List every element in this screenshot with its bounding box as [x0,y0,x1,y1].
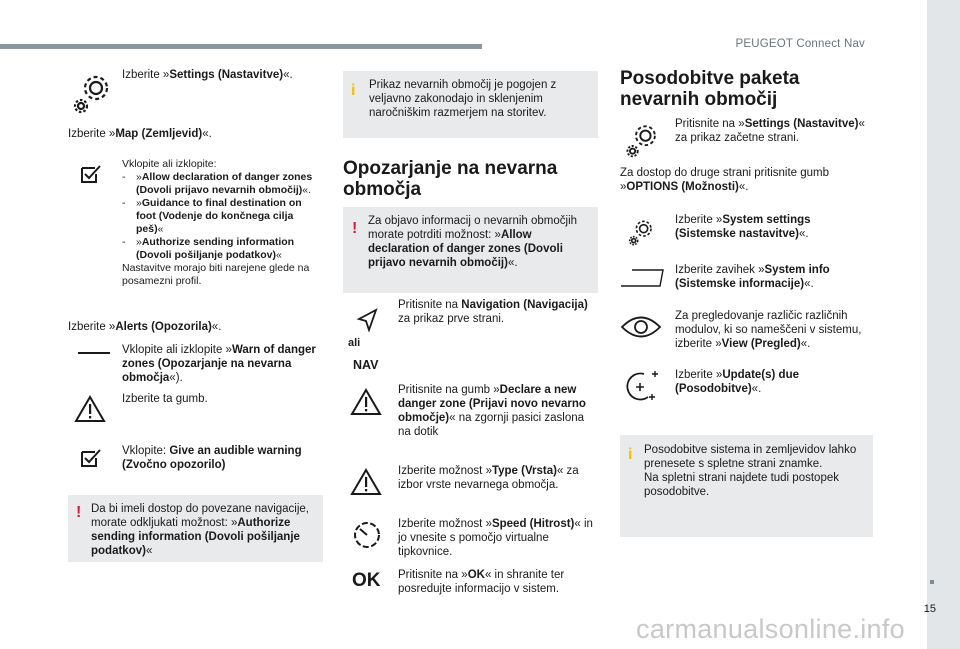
step-select-alerts: Izberite »Alerts (Opozorila)«. [68,321,222,333]
eye-icon [620,314,662,340]
step-press-settings: Pritisnite na »Settings (Nastavitve)« za prikaz začetne strani. [675,118,865,144]
or-label: ali [348,337,361,349]
warning-mark-icon: ! [352,220,358,237]
info-note-text: Posodobitve sistema in zemljevidov lahko prenesete s spletne strani znamke. Na spletni strani najdete tudi postopek posodobitve. [644,444,857,498]
info-note-box [620,435,873,537]
warning-note-text: Da bi imeli dostop do povezane navigacije, morate odkljukati možnost: »Authorize sending information (Dovoli pošiljanje podatkov)« [91,503,309,557]
step-system-settings: Izberite »System settings (Sistemske nastavitve)«. [675,214,811,240]
warning-mark-icon: ! [76,504,82,521]
running-header: PEUGEOT Connect Nav [735,38,865,50]
step-audible-warning: Vklopite: Give an audible warning (Zvočno opozorilo) [122,445,302,471]
section-heading-danger-zones: Opozarjanje na nevarna območja [343,158,558,200]
warning-note-box [68,495,323,562]
step-warn-danger-zones: Vklopite ali izklopite »Warn of danger zones (Opozarjanje na nevarna območja«). [122,344,316,384]
toggle-options-block: Vklopite ali izklopite: - »Allow declaration of danger zones (Dovoli prijavo nevarnih območij)«. - »Guidance to final destination on foot (Vodenje do končnega cilja peš)« - »Authorize sending information (Dovoli pošiljanje podatkov)« Nastavitve morajo biti narejene glede na posamezni profil. [122,158,313,287]
page-side-tab [927,0,960,649]
section-heading-updates: Posodobitve paketa nevarnih območij [620,68,800,110]
step-select-map: Izberite »Map (Zemljevid)«. [68,128,212,140]
step-system-info-tab: Izberite zavihek »System info (Sistemske informacije)«. [675,264,830,290]
ok-button-label: OK [352,570,381,591]
step-press-ok: Pritisnite na »OK« in shranite ter posredujte informacijo v sistem. [398,569,565,595]
warning-note-text: Za objavo informacij o nevarnih območjih morate potrditi možnost: »Allow declaration of danger zones (Dovoli prijavo nevarnih območij)«. [368,215,578,269]
step-view-versions: Za pregledovanje različic različnih modulov, ki so nameščeni v sistemu, izberite »View (Pregled)«. [675,310,862,350]
step-press-button: Izberite ta gumb. [122,393,208,405]
warning-triangle-icon [350,388,382,416]
step-select-settings: Izberite »Settings (Nastavitve)«. [122,69,293,81]
system-settings-icon [626,218,656,246]
tab-icon [620,268,664,288]
nav-button-label: NAV [353,358,379,372]
info-note-text: Prikaz nevarnih območij je pogojen z veljavno zakonodajo in sklenjenim naročniškim razmerjem na storitev. [369,79,557,119]
warning-note-box [343,207,598,293]
update-icon [622,370,660,404]
info-mark-icon: i [351,82,356,99]
warning-triangle-icon [74,395,106,423]
page-number: 15 [923,603,936,615]
step-press-options: Za dostop do druge strani pritisnite gumb »OPTIONS (Možnosti)«. [620,167,830,193]
watermark: carmanualsonline.info [636,614,905,644]
gear-icon [624,122,660,158]
info-note-box [343,71,598,138]
checkbox-icon [80,448,102,468]
info-mark-icon: i [628,446,633,463]
gear-icon [72,72,112,114]
warning-triangle-icon [350,468,382,496]
page-marker [930,580,934,584]
speedometer-icon [352,520,382,550]
step-select-speed: Izberite možnost »Speed (Hitrost)« in jo vnesite s pomočjo virtualne tipkovnice. [398,518,593,558]
step-press-navigation: Pritisnite na Navigation (Navigacija) za prikaz prve strani. [398,299,588,325]
navigation-arrow-icon [356,308,378,332]
step-declare-zone: Pritisnite na gumb »Declare a new danger zone (Prijavi novo nevarno območje)« na zgornji pasici zaslona na dotik [398,384,586,438]
toggle-line-icon [78,352,110,354]
step-select-type: Izberite možnost »Type (Vrsta)« za izbor vrste nevarnega območja. [398,465,579,491]
step-updates-due: Izberite »Update(s) due (Posodobitve)«. [675,369,799,395]
header-accent-bar [0,44,482,49]
checkbox-icon [80,164,102,184]
